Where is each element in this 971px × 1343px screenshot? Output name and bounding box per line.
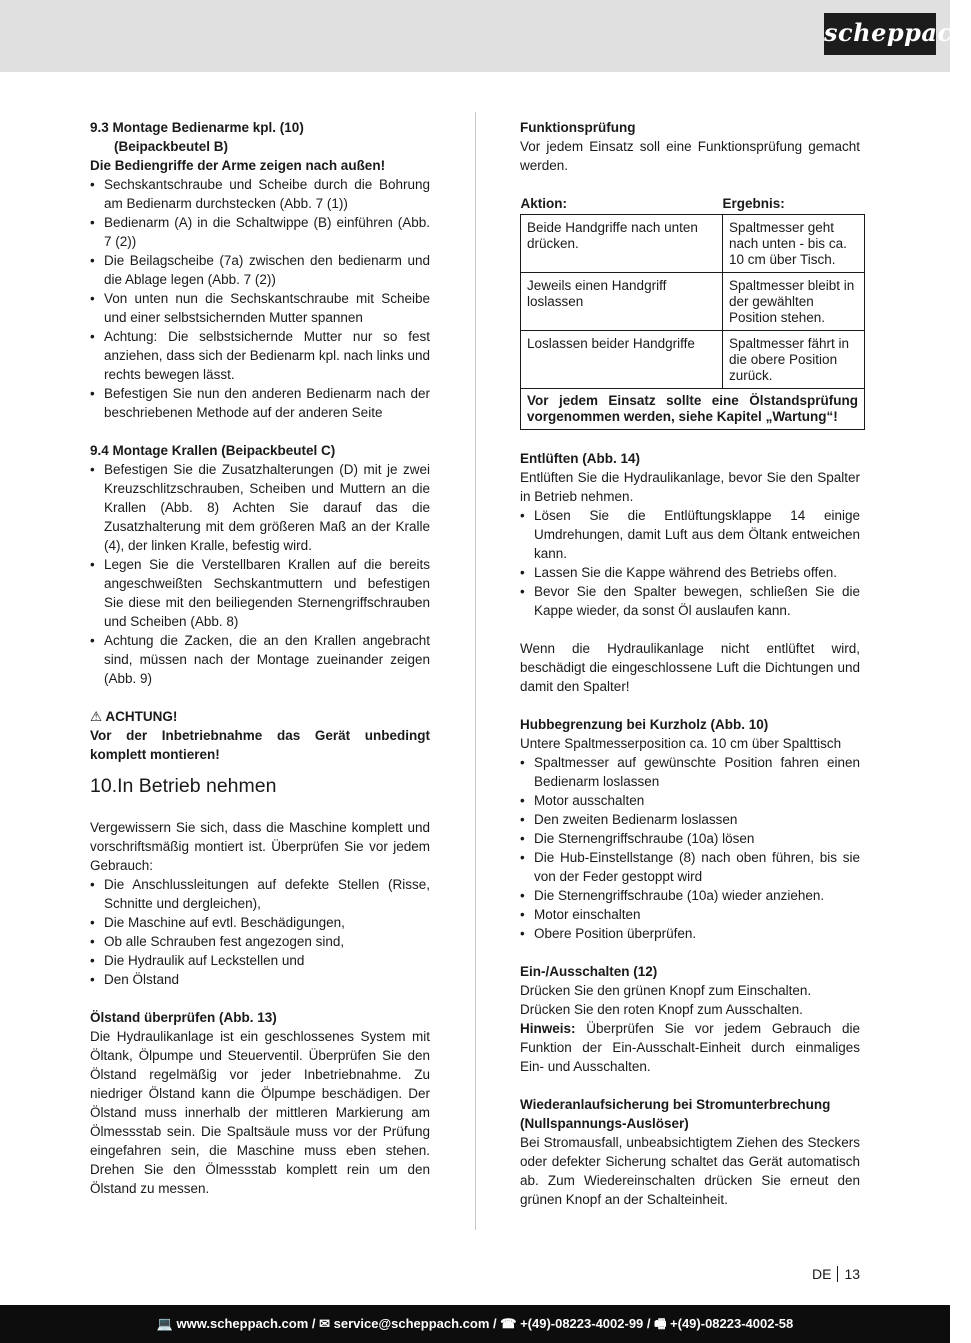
list-item: • Die Maschine auf evtl. Beschädigungen, <box>90 913 430 932</box>
footer-email[interactable]: service@scheppach.com <box>333 1316 490 1331</box>
hint-text: Überprüfen Sie vor jedem Gebrauch die Funktion der Ein-Ausschalt-Einheit durch einmaliges Ein- und Ausschalten. <box>520 1021 860 1074</box>
list-item: • Bevor Sie den Spalter bewegen, schließen Sie die Kappe wieder, da sonst Öl auslaufen kann. <box>520 582 860 620</box>
table-cell-action: Beide Handgriffe nach unten drücken. <box>521 215 723 273</box>
email-icon: ✉ <box>319 1316 334 1331</box>
restart-protection-text: Bei Stromausfall, unbeabsichtigtem Ziehen des Steckers oder defekter Sicherung schaltet das Gerät automatisch ab. Zum Wiedereinschalten drücken Sie erneut den grünen Knopf an der Schalteinheit. <box>520 1135 860 1207</box>
list-item: • Motor einschalten <box>520 905 860 924</box>
venting-list <box>520 506 860 620</box>
on-off-hint <box>520 1019 860 1076</box>
list-item: • Die Sternengriffschraube (10a) wieder anziehen. <box>520 886 860 905</box>
page-number <box>812 1266 860 1282</box>
section-10-intro: Vergewissern Sie sich, dass die Maschine komplett und vorschriftsmäßig montiert ist. Überprüfen Sie vor jedem Gebrauch: <box>90 820 430 873</box>
section-9-3-title-cont: (Beipackbeutel B) <box>114 139 229 154</box>
venting-text: Entlüften Sie die Hydraulikanlage, bevor Sie den Spalter in Betrieb nehmen. <box>520 470 860 504</box>
function-test-table <box>520 194 865 430</box>
fax-icon: 🖷 <box>654 1316 671 1331</box>
list-item: • Befestigen Sie nun den anderen Bedienarm nach der beschriebenen Methode auf der anderen Seite <box>90 384 430 422</box>
table-cell-action: Loslassen beider Handgriffe <box>521 331 723 389</box>
page-number-value: 13 <box>844 1266 861 1282</box>
on-off-title: Ein-/Ausschalten (12) <box>520 964 658 979</box>
warning-text: Vor der Inbetriebnahme das Gerät unbedingt komplett montieren! <box>90 728 430 762</box>
footer-website[interactable]: www.scheppach.com <box>176 1316 309 1331</box>
list-item: • Die Anschlussleitungen auf defekte Stellen (Risse, Schnitte und dergleichen), <box>90 875 430 913</box>
warning-title: ACHTUNG! <box>105 709 178 724</box>
table-cell-result: Spaltmesser fährt in die obere Position zurück. <box>723 331 865 389</box>
table-cell-action: Jeweils einen Handgriff loslassen <box>521 273 723 331</box>
hint-label: Hinweis: <box>520 1021 576 1036</box>
list-item: • Die Hydraulik auf Leckstellen und <box>90 951 430 970</box>
table-row <box>521 215 865 273</box>
section-9-4-title: 9.4 Montage Krallen (Beipackbeutel C) <box>90 443 336 458</box>
on-off-line-1: Drücken Sie den grünen Knopf zum Einschalten. <box>520 983 812 998</box>
section-9-3-list <box>90 175 430 422</box>
list-item: • Bedienarm (A) in die Schaltwippe (B) einführen (Abb. 7 (2)) <box>90 213 430 251</box>
section-9-3-title: 9.3 Montage Bedienarme kpl. (10) <box>90 120 304 135</box>
footer-bar: 💻 www.scheppach.com / ✉ service@scheppach.com / ☎ +(49)-08223-4002-99 / 🖷 +(49)-08223-4002-58 <box>0 1305 950 1343</box>
phone-icon: ☎ <box>500 1316 521 1331</box>
header-bar <box>0 0 971 72</box>
list-item: • Von unten nun die Sechskantschraube mit Scheibe und einer selbstsichernden Mutter spannen <box>90 289 430 327</box>
on-off-line-2: Drücken Sie den roten Knopf zum Ausschalten. <box>520 1002 803 1017</box>
list-item: • Lassen Sie die Kappe während des Betriebs offen. <box>520 563 860 582</box>
page-language: DE <box>812 1266 832 1282</box>
table-row <box>521 273 865 331</box>
function-test-title: Funktionsprüfung <box>520 120 636 135</box>
footer-phone: +(49)-08223-4002-99 <box>520 1316 644 1331</box>
list-item: • Lösen Sie die Entlüftungsklappe 14 einige Umdrehungen, damit Luft aus dem Öltank entweichen kann. <box>520 506 860 563</box>
venting-title: Entlüften (Abb. 14) <box>520 451 640 466</box>
column-divider <box>475 112 476 1230</box>
stroke-limit-title: Hubbegrenzung bei Kurzholz (Abb. 10) <box>520 717 769 732</box>
restart-protection-subtitle: (Nullspannungs-Auslöser) <box>520 1116 689 1131</box>
right-column <box>520 118 860 1209</box>
stroke-limit-text: Untere Spaltmesserposition ca. 10 cm über Spalttisch <box>520 736 842 751</box>
list-item: • Den zweiten Bedienarm loslassen <box>520 810 860 829</box>
table-note: Vor jedem Einsatz sollte eine Ölstandsprüfung vorgenommen werden, siehe Kapitel „Wartung“! <box>521 389 865 430</box>
list-item: • Befestigen Sie die Zusatzhalterungen (D) mit je zwei Kreuzschlitzschrauben, Scheiben und Muttern an die Krallen (Abb. 8) Achten Sie darauf das die Zusatzhalterung mit dem größeren Maß an der Kralle (4), der linken Kralle, befestig wird. <box>90 460 430 555</box>
list-item: • Die Hub-Einstellstange (8) nach oben führen, bis sie von der Feder gestoppt wird <box>520 848 860 886</box>
section-9-4-list <box>90 460 430 688</box>
table-cell-result: Spaltmesser geht nach unten - bis ca. 10 cm über Tisch. <box>723 215 865 273</box>
section-10-heading: 10.In Betrieb nehmen <box>90 775 277 797</box>
table-cell-result: Spaltmesser bleibt in der gewählten Position stehen. <box>723 273 865 331</box>
list-item: • Sechskantschraube und Scheibe durch die Bohrung am Bedienarm durchstecken (Abb. 7 (1)) <box>90 175 430 213</box>
table-row <box>521 331 865 389</box>
function-test-text: Vor jedem Einsatz soll eine Funktionsprüfung gemacht werden. <box>520 139 860 173</box>
brand-logo: scheppach <box>824 13 936 55</box>
section-9-3-subtitle: Die Bediengriffe der Arme zeigen nach außen! <box>90 158 386 173</box>
left-column <box>90 118 430 1198</box>
section-10-list <box>90 875 430 989</box>
list-item: • Achtung: Die selbstsichernde Mutter nur so fest anziehen, dass sich der Bedienarm kpl. nach links und rechts bewegen lässt. <box>90 327 430 384</box>
column-header-action: Aktion: <box>520 196 567 211</box>
list-item: • Spaltmesser auf gewünschte Position fahren einen Bedienarm loslassen <box>520 753 860 791</box>
list-item: • Die Beilagscheibe (7a) zwischen den bedienarm und die Ablage legen (Abb. 7 (2)) <box>90 251 430 289</box>
list-item: • Achtung die Zacken, die an den Krallen angebracht sind, müssen nach der Montage zueinander zeigen (Abb. 9) <box>90 631 430 688</box>
restart-protection-title: Wiederanlaufsicherung bei Stromunterbrechung <box>520 1097 831 1112</box>
footer-fax: +(49)-08223-4002-58 <box>670 1316 794 1331</box>
list-item: • Motor ausschalten <box>520 791 860 810</box>
table-note-row <box>521 389 865 430</box>
list-item: • Legen Sie die Verstellbaren Krallen auf die bereits angeschweißten Sechskantmuttern und befestigen Sie diese mit den beiliegenden Sternengriffschrauben und Scheiben (Abb. 8) <box>90 555 430 631</box>
venting-warning: Wenn die Hydraulikanlage nicht entlüftet wird, beschädigt die eingeschlossene Luft die Dichtungen und damit den Spalter! <box>520 641 860 694</box>
list-item: • Ob alle Schrauben fest angezogen sind, <box>90 932 430 951</box>
list-item: • Obere Position überprüfen. <box>520 924 860 943</box>
warning-heading <box>90 707 430 726</box>
computer-icon: 💻 <box>156 1316 177 1331</box>
oil-check-text: Die Hydraulikanlage ist ein geschlossenes System mit Öltank, Ölpumpe und Steuerventil. Überprüfen Sie den Ölstand regelmäßig vor jeder Inbetriebnahme. Zu niedriger Ölstand kann die Ölpumpe beschädigen. Der Ölstand muss innerhalb der mittleren Markierung am Ölmessstab sein. Die Spaltsäule muss vor der Prüfung eingefahren sein, die Maschine muss eben stehen. Drehen Sie den Ölmessstab komplett rein um den Ölstand zu messen. <box>90 1029 430 1196</box>
column-header-result: Ergebnis: <box>722 196 785 211</box>
warning-triangle-icon: ⚠ <box>90 709 103 724</box>
stroke-limit-list <box>520 753 860 943</box>
list-item: • Den Ölstand <box>90 970 430 989</box>
list-item: • Die Sternengriffschraube (10a) lösen <box>520 829 860 848</box>
oil-check-title: Ölstand überprüfen (Abb. 13) <box>90 1010 277 1025</box>
